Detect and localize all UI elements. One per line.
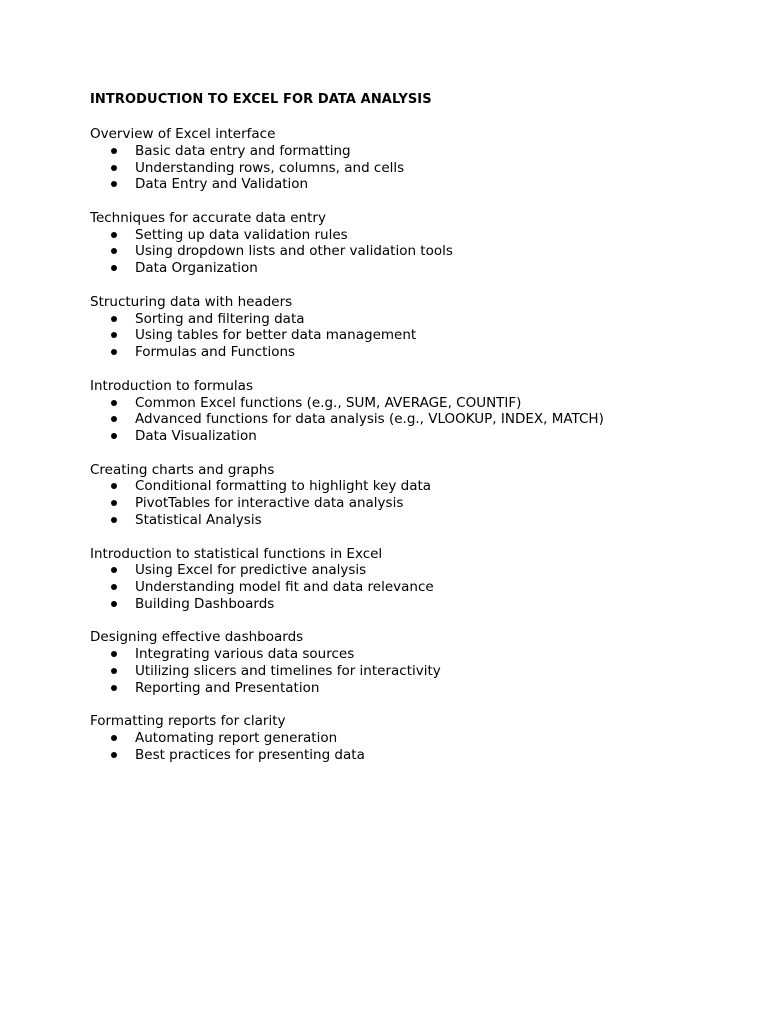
list-item-text: Using dropdown lists and other validation tools (135, 243, 453, 260)
list-item (90, 663, 730, 680)
bullet-list (90, 646, 730, 696)
list-item-text: Basic data entry and formatting (135, 142, 351, 159)
bullet-list (90, 395, 730, 445)
bullet-list (90, 227, 730, 277)
bullet-icon (111, 601, 117, 607)
section-heading: Introduction to formulas (90, 377, 253, 394)
list-item (90, 344, 730, 361)
bullet-icon (111, 332, 117, 338)
list-item-text: Utilizing slicers and timelines for interactivity (135, 662, 441, 679)
list-item-text: Understanding rows, columns, and cells (135, 159, 405, 176)
bullet-icon (111, 349, 117, 355)
section-heading: Designing effective dashboards (90, 629, 304, 646)
list-item-text: Understanding model fit and data relevance (135, 579, 434, 596)
bullet-icon (111, 584, 117, 590)
list-item (90, 160, 730, 177)
bullet-icon (111, 400, 117, 406)
document-section (90, 629, 730, 696)
list-item-text: Using Excel for predictive analysis (135, 562, 367, 579)
bullet-icon (111, 181, 117, 187)
list-item (90, 411, 730, 428)
list-item (90, 176, 730, 193)
list-item (90, 562, 730, 579)
document-section (90, 546, 730, 613)
list-item (90, 680, 730, 697)
list-item (90, 327, 730, 344)
list-item-text: Sorting and filtering data (135, 310, 305, 327)
list-item-text: Data Visualization (135, 427, 257, 444)
bullet-list (90, 311, 730, 361)
section-heading: Structuring data with headers (90, 293, 293, 310)
bullet-icon (111, 316, 117, 322)
list-item (90, 395, 730, 412)
list-item (90, 428, 730, 445)
bullet-icon (111, 668, 117, 674)
bullet-icon (111, 148, 117, 154)
bullet-list (90, 143, 730, 193)
list-item (90, 243, 730, 260)
list-item (90, 747, 730, 764)
list-item (90, 596, 730, 613)
list-item-text: Best practices for presenting data (135, 746, 365, 763)
section-heading: Techniques for accurate data entry (90, 209, 326, 226)
bullet-icon (111, 500, 117, 506)
bullet-icon (111, 248, 117, 254)
list-item-text: Building Dashboards (135, 595, 275, 612)
bullet-icon (111, 567, 117, 573)
list-item (90, 227, 730, 244)
document-section (90, 378, 730, 445)
list-item-text: Automating report generation (135, 730, 338, 747)
list-item (90, 512, 730, 529)
document-section (90, 126, 730, 193)
bullet-icon (111, 735, 117, 741)
bullet-icon (111, 232, 117, 238)
list-item-text: Statistical Analysis (135, 511, 262, 528)
list-item-text: Using tables for better data management (135, 327, 417, 344)
list-item (90, 579, 730, 596)
bullet-icon (111, 517, 117, 523)
list-item-text: Integrating various data sources (135, 646, 355, 663)
bullet-icon (111, 651, 117, 657)
section-heading: Formatting reports for clarity (90, 713, 286, 730)
list-item (90, 260, 730, 277)
list-item-text: Formulas and Functions (135, 344, 296, 361)
list-item (90, 311, 730, 328)
section-heading: Creating charts and graphs (90, 461, 275, 478)
bullet-icon (111, 416, 117, 422)
bullet-icon (111, 433, 117, 439)
bullet-icon (111, 685, 117, 691)
section-heading: Introduction to statistical functions in Excel (90, 545, 383, 562)
document-section (90, 462, 730, 529)
list-item-text: Setting up data validation rules (135, 226, 348, 243)
bullet-icon (111, 752, 117, 758)
bullet-list (90, 562, 730, 612)
list-item (90, 730, 730, 747)
list-item (90, 646, 730, 663)
document-section (90, 210, 730, 277)
list-item-text: Conditional formatting to highlight key data (135, 478, 432, 495)
document-sections (90, 126, 730, 764)
document-page (90, 91, 730, 781)
document-title: INTRODUCTION TO EXCEL FOR DATA ANALYSIS (90, 92, 432, 107)
document-section (90, 713, 730, 763)
bullet-list (90, 478, 730, 528)
list-item-text: Data Organization (135, 260, 258, 277)
bullet-list (90, 730, 730, 763)
list-item (90, 495, 730, 512)
list-item-text: Reporting and Presentation (135, 679, 320, 696)
list-item-text: PivotTables for interactive data analysis (135, 495, 404, 512)
list-item-text: Advanced functions for data analysis (e.g., VLOOKUP, INDEX, MATCH) (135, 411, 604, 428)
section-heading: Overview of Excel interface (90, 126, 276, 142)
bullet-icon (111, 483, 117, 489)
document-section (90, 294, 730, 361)
bullet-icon (111, 265, 117, 271)
list-item-text: Common Excel functions (e.g., SUM, AVERAGE, COUNTIF) (135, 394, 522, 411)
bullet-icon (111, 165, 117, 171)
list-item-text: Data Entry and Validation (135, 176, 309, 193)
list-item (90, 143, 730, 160)
list-item (90, 478, 730, 495)
